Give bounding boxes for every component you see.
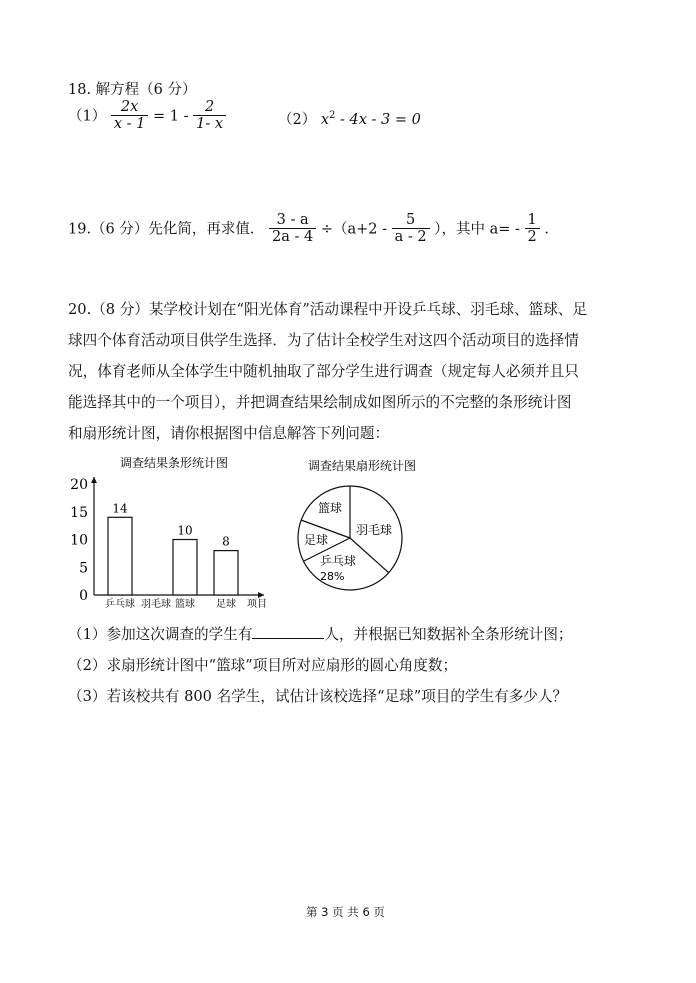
- bar: [214, 551, 238, 595]
- y-tick-label: 15: [70, 504, 88, 521]
- q18-rhs-numerator: 2: [193, 99, 226, 116]
- q19-fraction-3-num: 1: [525, 212, 540, 229]
- q18-part1-label: （1）: [68, 108, 107, 125]
- q18-title: 18. 解方程（6 分）: [68, 82, 197, 98]
- bar-value-label: 8: [222, 534, 230, 549]
- bar-chart-x-label: 项目: [247, 599, 267, 610]
- x-axis-arrow: [258, 592, 264, 598]
- q20-line: 20.（8 分）某学校计划在“阳光体育”活动课程中开设乒乓球、羽毛球、篮球、足: [68, 301, 588, 318]
- q18-lhs-denominator: x - 1: [113, 116, 146, 132]
- bar-chart: [60, 452, 280, 614]
- q19-fraction-3-den: 2: [527, 229, 537, 245]
- page-footer: 第 3 页 共 6 页: [306, 905, 385, 919]
- bar-chart-categories: [105, 597, 236, 610]
- category-label: 足球: [216, 599, 236, 610]
- q19-fraction-3: [525, 212, 540, 245]
- y-tick-label: 10: [70, 532, 88, 549]
- q18-part1: [68, 100, 226, 133]
- q18-part2-exponent: 2: [329, 110, 336, 122]
- q19-fraction-2-num: 5: [392, 212, 430, 229]
- q19-divide-open: ÷（a+2 -: [320, 221, 388, 238]
- bar-chart-title: 调查结果条形统计图: [120, 456, 229, 470]
- q19-intro: 19.（6 分）先化简，再求值．: [68, 221, 265, 238]
- q20-sub1-start: （1）参加这次调查的学生有: [68, 626, 253, 643]
- category-label: 乒乓球: [105, 599, 135, 610]
- q20-line: 况，体育老师从全体学生中随机抽取了部分学生进行调查（规定每人必须并且只: [68, 363, 579, 380]
- q20-sub1-end: 人，并根据已知数据补全条形统计图；: [324, 626, 573, 643]
- q18-part1-mid: = 1 -: [152, 108, 189, 125]
- bar-chart-bars: [108, 501, 238, 595]
- q19-fraction-1: [269, 212, 316, 245]
- bar: [173, 540, 197, 596]
- q18-lhs-fraction: [111, 99, 149, 132]
- q18-part2: [278, 108, 421, 129]
- category-label: 羽毛球: [141, 599, 171, 610]
- q20-sub1: [68, 623, 573, 644]
- q20-line: 球四个体育活动项目供学生选择．为了估计全校学生对这四个活动项目的选择情: [68, 332, 579, 349]
- q20-line: 能选择其中的一个项目），并把调查结果绘制成如图所示的不完整的条形统计图: [68, 394, 572, 411]
- q18-part2-x: x: [320, 112, 330, 128]
- q18-part2-rest: - 4x - 3 = 0: [340, 112, 421, 128]
- q19-end: ．: [544, 221, 559, 238]
- y-axis-arrow: [91, 477, 97, 483]
- bar-value-label: 14: [112, 501, 128, 516]
- q20-line: 和扇形统计图，请你根据图中信息解答下列问题：: [68, 425, 390, 442]
- bar: [108, 517, 132, 595]
- pie-chart: [290, 456, 450, 596]
- pie-label-badminton: 羽毛球: [356, 523, 393, 537]
- q19-fraction-1-den: 2a - 4: [272, 229, 314, 245]
- q18-rhs-denominator: 1- x: [196, 116, 224, 132]
- q19-fraction-2-den: a - 2: [394, 229, 427, 245]
- q18-rhs-fraction: [193, 99, 226, 132]
- q20-paragraph: [68, 294, 628, 449]
- y-tick-label: 0: [79, 588, 88, 604]
- q20-sub2: （2）求扇形统计图中“篮球”项目所对应扇形的圆心角度数；: [68, 657, 458, 674]
- bar-value-label: 10: [177, 523, 193, 538]
- q19-close: ），其中 a= -: [434, 221, 520, 238]
- bar-chart-y-ticks: [70, 477, 88, 604]
- answer-blank[interactable]: [252, 624, 324, 639]
- q18-part2-label: （2）: [278, 112, 317, 128]
- q19-fraction-1-num: 3 - a: [269, 212, 316, 229]
- q20-sub3: （3）若该校共有 800 名学生，试估计该校选择“足球”项目的学生有多少人？: [68, 688, 568, 705]
- category-label: 篮球: [175, 599, 195, 610]
- q19-expression: [68, 213, 559, 246]
- pie-label-pingpong: 乒乓球: [320, 554, 357, 568]
- pie-label-pingpong-percent: 28%: [320, 570, 345, 583]
- y-tick-label: 5: [79, 560, 88, 577]
- y-tick-label: 20: [70, 477, 88, 493]
- q18-lhs-numerator: 2x: [111, 99, 149, 116]
- pie-label-football: 足球: [304, 533, 329, 547]
- pie-chart-title: 调查结果扇形统计图: [308, 459, 417, 473]
- q19-fraction-2: [392, 212, 430, 245]
- pie-label-basketball: 篮球: [318, 501, 343, 515]
